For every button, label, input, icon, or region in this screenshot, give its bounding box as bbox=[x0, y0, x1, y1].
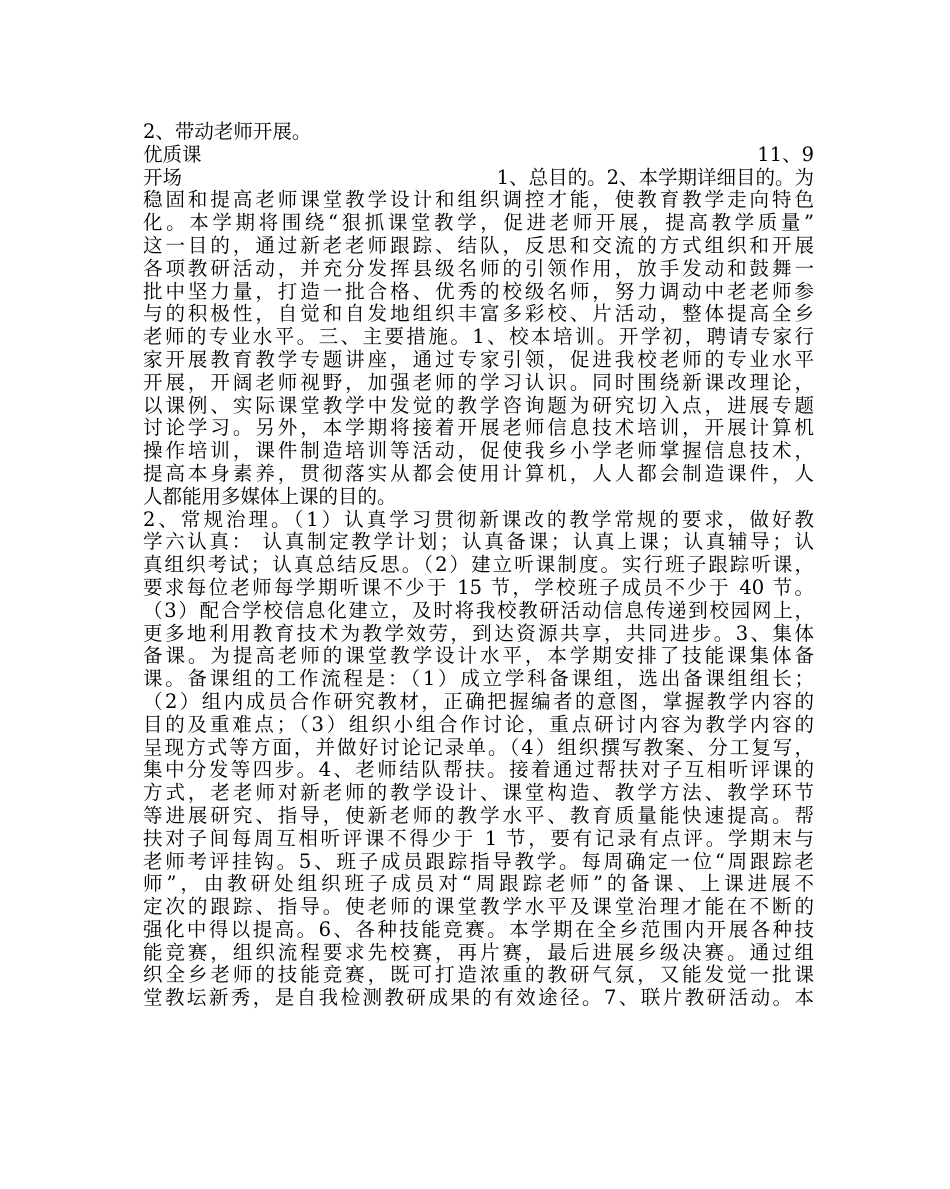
activity-date: 11、9 bbox=[757, 142, 814, 166]
text-line: 扶对子间每周互相听评课不得少于 1 节，要有记录有点评。学期末与 bbox=[143, 826, 814, 850]
text-line: 目的及重难点；（3）组织小组合作讨论，重点研讨内容为教学内容的 bbox=[143, 712, 814, 736]
text-line: 稳固和提高老师课堂教学设计和组织调控才能，使教育教学走向特色 bbox=[143, 188, 814, 212]
text-line: 讨论学习。另外，本学期将接着开展老师信息技术培训，开展计算机 bbox=[143, 416, 814, 440]
text-line: 集中分发等四步。4、老师结队帮扶。接着通过帮扶对子互相听评课的 bbox=[143, 758, 814, 782]
text-line: （2）组内成员合作研究教材，正确把握编者的意图，掌握教学内容的 bbox=[143, 689, 814, 713]
text-line: 与的积极性，自觉和自发地组织丰富多彩校、片活动，整体提高全乡 bbox=[143, 302, 814, 326]
text-line: 提高本身素养，贯彻落实从都会使用计算机，人人都会制造课件，人 bbox=[143, 461, 814, 485]
table-row bbox=[143, 144, 814, 167]
text-line: 课。备课组的工作流程是：（1）成立学科备课组，选出备课组组长； bbox=[143, 667, 814, 691]
text-line: 家开展教育教学专题讲座，通过专家引领，促进我校老师的专业水平 bbox=[143, 347, 814, 371]
text-line: 批中坚力量，打造一批合格、优秀的校级名师，努力调动中老老师参 bbox=[143, 279, 814, 303]
text-line: 开展，开阔老师视野，加强老师的学习认识。同时围绕新课改理论， bbox=[143, 370, 814, 394]
text-line: 真组织考试；认真总结反思。（2）建立听课制度。实行班子跟踪听课， bbox=[143, 553, 814, 577]
text-line: 2、带动老师开展。 bbox=[143, 120, 312, 143]
text-line: 师”，由教研处组织班子成员对“周跟踪老师”的备课、上课进展不 bbox=[143, 872, 814, 896]
text-line: 2、常规治理。（1）认真学习贯彻新课改的教学常规的要求，做好教 bbox=[143, 507, 814, 531]
text-line: 化。本学期将围绕“狠抓课堂教学，促进老师开展，提高教学质量” bbox=[143, 211, 814, 235]
text-line: 老师的专业水平。三、主要措施。1、校本培训。开学初，聘请专家行 bbox=[143, 325, 814, 349]
document-page bbox=[143, 121, 814, 1010]
body-paragraph bbox=[143, 189, 814, 1010]
text-line: 各项教研活动，并充分发挥县级名师的引领作用，放手发动和鼓舞一 bbox=[143, 256, 814, 280]
text-line: 定次的跟踪、指导。使老师的课堂教学水平及课堂治理才能在不断的 bbox=[143, 895, 814, 919]
text-line: 能竞赛，组织流程要求先校赛，再片赛，最后进展乡级决赛。通过组 bbox=[143, 940, 814, 964]
text-line: 堂教坛新秀，是自我检测教研成果的有效途径。7、联片教研活动。本 bbox=[143, 986, 814, 1010]
activity-name: 开场 bbox=[143, 165, 183, 189]
text-line: 呈现方式等方面，并做好讨论记录单。（4）组织撰写教案、分工复写， bbox=[143, 735, 814, 759]
text-line: 备课。为提高老师的课堂教学设计水平，本学期安排了技能课集体备 bbox=[143, 644, 814, 668]
text-line: 操作培训，课件制造培训等活动，促使我乡小学老师掌握信息技术， bbox=[143, 439, 814, 463]
text-line: 这一目的，通过新老老师跟踪、结队，反思和交流的方式组织和开展 bbox=[143, 233, 814, 257]
text-line: （3）配合学校信息化建立，及时将我校教研活动信息传递到校园网上， bbox=[143, 598, 814, 622]
text-line: 方式，老老师对新老师的教学设计、课堂构造、教学方法、教学环节 bbox=[143, 781, 814, 805]
text-line: 人都能用多媒体上课的目的。 bbox=[143, 484, 397, 508]
text-line: 学六认真： 认真制定教学计划；认真备课；认真上课；认真辅导；认 bbox=[143, 530, 814, 554]
text-line: 以课例、实际课堂教学中发觉的教学咨询题为研究切入点，进展专题 bbox=[143, 393, 814, 417]
text-line: 强化中得以提高。6、各种技能竞赛。本学期在全乡范围内开展各种技 bbox=[143, 917, 814, 941]
activity-detail: 1、总目的。2、本学期详细目的。为 bbox=[496, 165, 814, 189]
text-line: 要求每位老师每学期听课不少于 15 节，学校班子成员不少于 40 节。 bbox=[143, 575, 814, 599]
text-line: 老师考评挂钩。5、班子成员跟踪指导教学。每周确定一位“周跟踪老 bbox=[143, 849, 814, 873]
text-line: 更多地利用教育技术为教学效劳，到达资源共享，共同进步。3、集体 bbox=[143, 621, 814, 645]
text-line: 等进展研究、指导，使新老师的教学水平、教育质量能快速提高。帮 bbox=[143, 803, 814, 827]
text-line: 织全乡老师的技能竞赛，既可打造浓重的教研气氛，又能发觉一批课 bbox=[143, 963, 814, 987]
table-row bbox=[143, 167, 814, 190]
activity-name: 优质课 bbox=[143, 142, 202, 166]
